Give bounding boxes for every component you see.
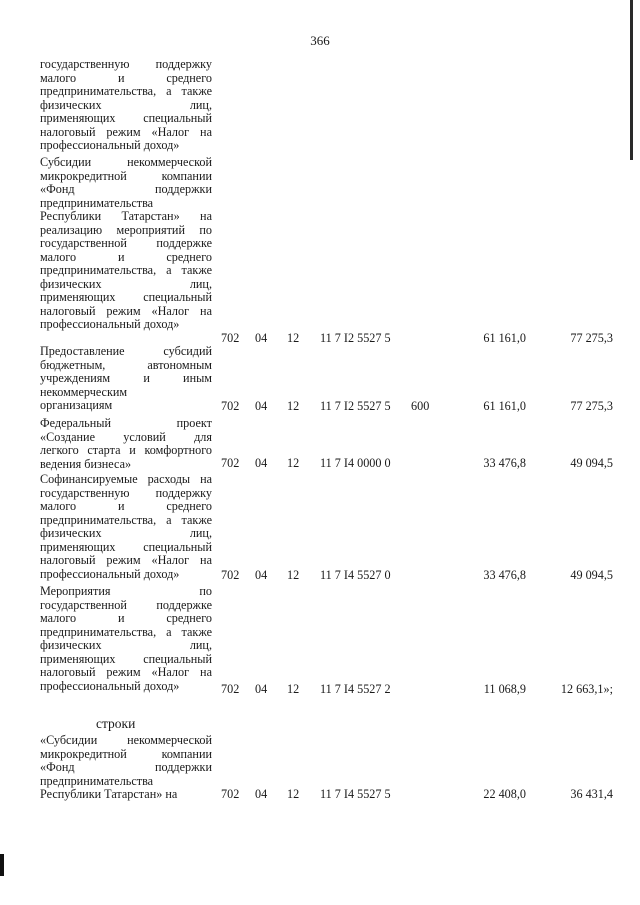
row-description (40, 473, 212, 581)
description-line: применяющих специальный (40, 290, 212, 304)
ved-code: 702 (221, 682, 240, 696)
ved-code: 702 (221, 456, 240, 470)
description-line: физических лиц, (40, 276, 212, 291)
target-article-code: 11 7 I4 5527 0 (320, 568, 391, 582)
description-line: «Фонд поддержки (40, 760, 212, 774)
description-line: малого и среднего (40, 70, 212, 85)
description-line: предпринимательства (40, 195, 154, 210)
description-line: Предоставление субсидий (40, 344, 212, 358)
target-article-code: 11 7 I4 5527 5 (320, 787, 391, 801)
table-row (0, 456, 640, 470)
expense-type-code: 600 (411, 399, 430, 413)
target-article-code: 11 7 I2 5527 5 (320, 331, 391, 345)
amount-year-1: 33 476,8 (483, 568, 526, 582)
description-line: физических лиц, (40, 526, 212, 540)
description-line: малого и среднего (40, 611, 212, 625)
row-description (40, 156, 212, 332)
amount-year-1: 61 161,0 (483, 399, 526, 413)
subsection-code: 12 (287, 331, 300, 345)
target-article-code: 11 7 I4 5527 2 (320, 682, 391, 696)
amount-year-1: 22 408,0 (483, 787, 526, 801)
description-line: предпринимательства, а также (40, 512, 212, 527)
amount-year-1: 11 068,9 (483, 682, 526, 696)
table-row (0, 787, 640, 801)
description-line: легкого старта и комфортного (40, 443, 212, 457)
description-line: Мероприятия по (40, 584, 212, 598)
description-line: микрокредитной компании (40, 746, 212, 761)
description-line: «Создание условий для (40, 429, 212, 444)
section-code: 04 (255, 682, 268, 696)
description-line: государственной поддержке (40, 236, 212, 250)
description-line: государственную поддержку (40, 57, 212, 71)
subsection-code: 12 (287, 682, 300, 696)
amount-year-2: 77 275,3 (570, 331, 613, 345)
section-code: 04 (255, 568, 268, 582)
description-line: учреждениям и иным (40, 371, 212, 385)
page-number: 366 (310, 33, 330, 48)
subsection-code: 12 (287, 399, 300, 413)
description-line: предпринимательства, а также (40, 624, 212, 639)
description-line: налоговый режим «Налог на (40, 553, 212, 567)
description-line: физических лиц, (40, 638, 212, 652)
description-line: «Субсидии некоммерческой (40, 733, 212, 747)
description-line: налоговый режим «Налог на (40, 303, 212, 318)
amount-year-2: 12 663,1»; (560, 682, 613, 696)
description-line: предпринимательства, а также (40, 84, 212, 98)
row-description (40, 58, 212, 153)
description-line: малого и среднего (40, 499, 212, 513)
amount-year-2: 77 275,3 (570, 399, 613, 413)
description-line: налоговый режим «Налог на (40, 665, 212, 679)
rows-label: строки (96, 716, 136, 731)
description-line: государственной поддержке (40, 597, 212, 612)
subsection-code: 12 (287, 568, 300, 582)
description-line: применяющих специальный (40, 539, 212, 554)
ved-code: 702 (221, 399, 240, 413)
description-line: Субсидии некоммерческой (40, 155, 212, 169)
description-line: Федеральный проект (40, 416, 212, 430)
scan-edge-line (630, 0, 633, 160)
description-line: Республики Татарстан» на (40, 209, 212, 223)
description-line: реализацию мероприятий по (40, 222, 212, 237)
row-description (40, 585, 212, 693)
target-article-code: 11 7 I4 0000 0 (320, 456, 391, 470)
section-code: 04 (255, 456, 268, 470)
description-line: некоммерческим (40, 384, 128, 399)
description-line: «Фонд поддержки (40, 182, 212, 196)
table-row (0, 399, 640, 413)
description-line: налоговый режим «Налог на (40, 124, 212, 139)
table-row (0, 331, 640, 345)
table-row (0, 568, 640, 582)
amount-year-2: 49 094,5 (570, 456, 613, 470)
description-line: бюджетным, автономным (40, 357, 212, 372)
ved-code: 702 (221, 568, 240, 582)
description-line: государственную поддержку (40, 485, 212, 500)
target-article-code: 11 7 I2 5527 5 (320, 399, 391, 413)
subsection-code: 12 (287, 787, 300, 801)
section-code: 04 (255, 787, 268, 801)
amount-year-1: 33 476,8 (483, 456, 526, 470)
section-code: 04 (255, 399, 268, 413)
section-code: 04 (255, 331, 268, 345)
description-line: Республики Татарстан» на (40, 787, 178, 801)
description-line: микрокредитной компании (40, 168, 212, 183)
description-line: профессиональный доход» (40, 566, 180, 581)
description-line: применяющих специальный (40, 651, 212, 666)
ved-code: 702 (221, 787, 240, 801)
description-line: профессиональный доход» (40, 138, 180, 152)
description-line: применяющих специальный (40, 111, 212, 125)
description-line: профессиональный доход» (40, 317, 180, 331)
description-line: Софинансируемые расходы на (40, 472, 212, 486)
amount-year-2: 49 094,5 (570, 568, 613, 582)
description-line: ведения бизнеса» (40, 456, 132, 471)
description-line: организациям (40, 398, 113, 412)
subsection-code: 12 (287, 456, 300, 470)
amount-year-1: 61 161,0 (483, 331, 526, 345)
amount-year-2: 36 431,4 (570, 787, 613, 801)
description-line: предпринимательства, а также (40, 263, 212, 277)
description-line: предпринимательства (40, 773, 154, 788)
ved-code: 702 (221, 331, 240, 345)
description-line: профессиональный доход» (40, 678, 180, 693)
scan-margin-mark (0, 854, 4, 876)
table-row (0, 678, 640, 696)
description-line: физических лиц, (40, 97, 212, 112)
description-line: малого и среднего (40, 249, 212, 264)
